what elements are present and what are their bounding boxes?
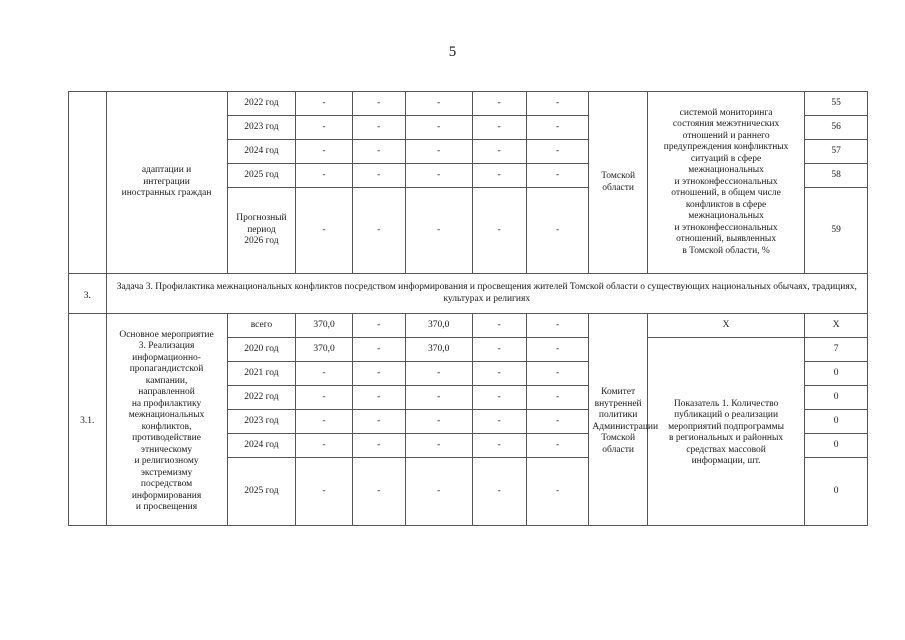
indicator-cell: системой мониторинга состояния межэтнических отношений и раннего предупреждения конфликтных ситуаций в сфере межнациональных и этноконфессиональных отношений, в общем числе конфликтов в сфере межнациональных и этноконфессиональных отношений, выявленных в Томской области, %	[647, 92, 805, 274]
amount-cell: -	[472, 314, 526, 338]
indicator-value: 7	[805, 338, 868, 362]
amount-cell: 370,0	[405, 314, 472, 338]
amount-cell: -	[472, 362, 526, 386]
amount-cell: -	[405, 140, 472, 164]
amount-cell: -	[472, 164, 526, 188]
indicator-value: 59	[805, 188, 868, 274]
amount-cell: -	[296, 188, 352, 274]
year-cell: 2024 год	[227, 434, 296, 458]
indicator-value: 56	[805, 116, 868, 140]
indicator-total: Х	[647, 314, 805, 338]
amount-cell: -	[296, 434, 352, 458]
amount-cell: -	[405, 164, 472, 188]
amount-cell: -	[526, 164, 589, 188]
measure-name: Основное мероприятие 3. Реализация информационно- пропагандистской кампании, направленной на профилактику межнациональных конфликтов, противодействие этническому и религиозному экстремизму посредством информирования и просвещения	[106, 314, 227, 526]
amount-cell: -	[352, 140, 405, 164]
row-number-empty	[69, 92, 107, 274]
indicator-value: 0	[805, 362, 868, 386]
program-table	[68, 91, 868, 526]
indicator-value: 57	[805, 140, 868, 164]
amount-cell: -	[296, 140, 352, 164]
indicator-value: 0	[805, 386, 868, 410]
amount-cell: -	[526, 314, 589, 338]
amount-cell: -	[405, 188, 472, 274]
amount-cell: -	[352, 188, 405, 274]
amount-cell: -	[405, 434, 472, 458]
amount-cell: -	[526, 116, 589, 140]
amount-cell: -	[352, 116, 405, 140]
amount-cell: -	[472, 434, 526, 458]
amount-cell: -	[526, 386, 589, 410]
table-row	[69, 92, 868, 116]
executor-cell: Томской области	[589, 92, 647, 274]
amount-cell: -	[405, 116, 472, 140]
amount-cell: -	[352, 362, 405, 386]
amount-cell: -	[405, 458, 472, 526]
amount-cell: -	[526, 92, 589, 116]
amount-cell: -	[472, 140, 526, 164]
amount-cell: -	[296, 164, 352, 188]
indicator-value: 58	[805, 164, 868, 188]
year-cell: 2023 год	[227, 410, 296, 434]
amount-cell: -	[352, 164, 405, 188]
amount-cell: -	[472, 116, 526, 140]
amount-cell: -	[526, 362, 589, 386]
indicator-value: 0	[805, 458, 868, 526]
task-row	[69, 274, 868, 314]
year-cell: 2021 год	[227, 362, 296, 386]
amount-cell: -	[296, 386, 352, 410]
year-cell: Прогнозный период 2026 год	[227, 188, 296, 274]
amount-cell: -	[526, 338, 589, 362]
amount-cell: -	[352, 92, 405, 116]
measure-name: адаптации и интеграции иностранных граждан	[106, 92, 227, 274]
amount-cell: -	[472, 386, 526, 410]
amount-cell: -	[352, 434, 405, 458]
amount-cell: -	[472, 92, 526, 116]
amount-cell: -	[526, 140, 589, 164]
year-cell: 2023 год	[227, 116, 296, 140]
task-number: 3.	[69, 274, 107, 314]
amount-cell: -	[405, 410, 472, 434]
amount-cell: -	[526, 188, 589, 274]
indicator-value: 55	[805, 92, 868, 116]
amount-cell: -	[352, 338, 405, 362]
amount-cell: -	[526, 458, 589, 526]
indicator-value: 0	[805, 410, 868, 434]
task-text: Задача 3. Профилактика межнациональных конфликтов посредством информирования и просвещения жителей Томской области о существующих национальных обычаях, традициях, культурах и религиях	[106, 274, 867, 314]
amount-cell: -	[296, 410, 352, 434]
amount-cell: -	[296, 92, 352, 116]
amount-cell: -	[352, 458, 405, 526]
amount-cell: -	[472, 458, 526, 526]
year-cell: 2025 год	[227, 458, 296, 526]
page-number: 5	[448, 44, 457, 60]
amount-cell: -	[352, 314, 405, 338]
amount-cell: -	[472, 410, 526, 434]
year-cell: 2024 год	[227, 140, 296, 164]
amount-cell: -	[405, 92, 472, 116]
amount-cell: -	[472, 188, 526, 274]
table-row	[69, 314, 868, 338]
year-cell: 2022 год	[227, 386, 296, 410]
year-cell: всего	[227, 314, 296, 338]
amount-cell: -	[352, 386, 405, 410]
indicator-value: Х	[805, 314, 868, 338]
indicator-value: 0	[805, 434, 868, 458]
year-cell: 2020 год	[227, 338, 296, 362]
year-cell: 2022 год	[227, 92, 296, 116]
amount-cell: 370,0	[405, 338, 472, 362]
amount-cell: -	[296, 458, 352, 526]
executor-cell: Комитет внутренней политики Администрации Томской области	[589, 314, 647, 526]
amount-cell: 370,0	[296, 314, 352, 338]
amount-cell: -	[296, 116, 352, 140]
amount-cell: 370,0	[296, 338, 352, 362]
amount-cell: -	[352, 410, 405, 434]
row-number: 3.1.	[69, 314, 107, 526]
amount-cell: -	[526, 434, 589, 458]
amount-cell: -	[472, 338, 526, 362]
year-cell: 2025 год	[227, 164, 296, 188]
amount-cell: -	[405, 362, 472, 386]
amount-cell: -	[526, 410, 589, 434]
amount-cell: -	[296, 362, 352, 386]
amount-cell: -	[405, 386, 472, 410]
indicator-cell: Показатель 1. Количество публикаций о реализации мероприятий подпрограммы в региональных и районных средствах массовой информации, шт.	[647, 338, 805, 526]
